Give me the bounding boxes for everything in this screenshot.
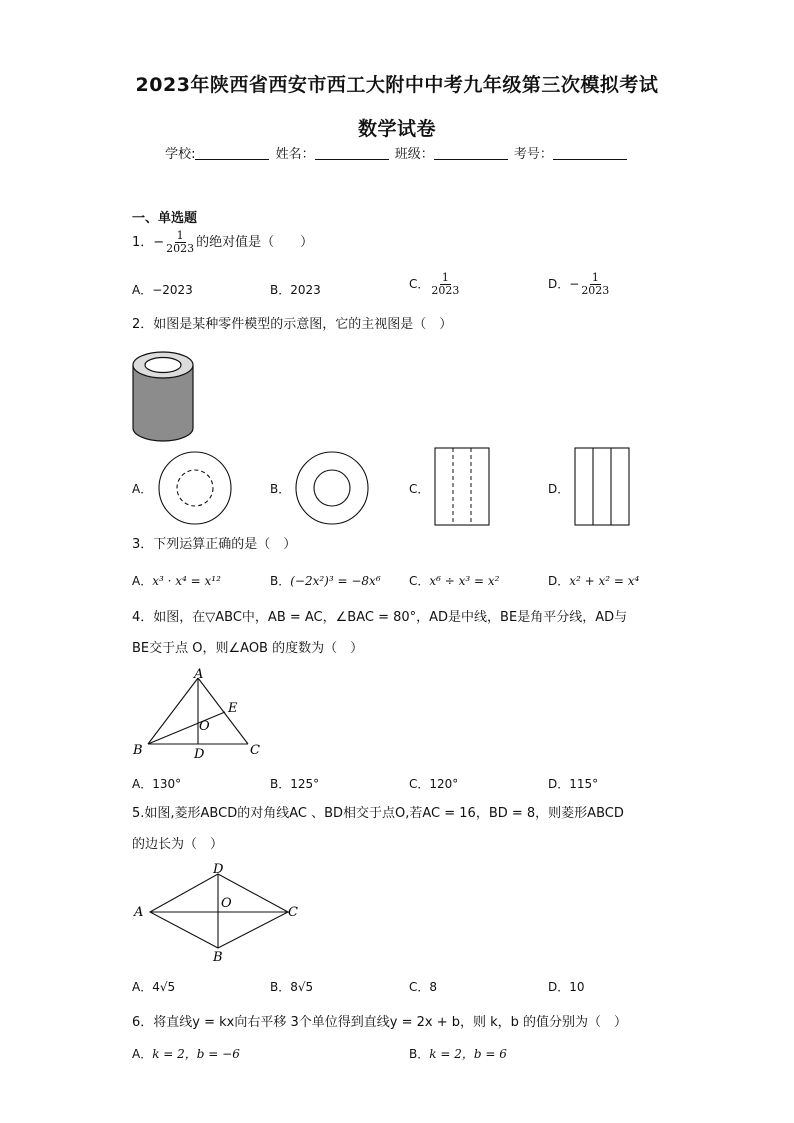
question-4-line1: 4．如图，在▽ABC中，AB = AC，∠BAC = 80°，AD是中线，BE是角平分线，AD与 — [132, 610, 628, 625]
name-blank — [315, 146, 389, 160]
option-fraction — [429, 272, 461, 297]
option-text: 4√5 — [152, 980, 176, 994]
frac-den: 2023 — [431, 284, 460, 297]
label-c: C — [288, 905, 298, 920]
q1-prefix: 1．− — [132, 235, 165, 250]
option-label: C． — [409, 980, 430, 994]
label-c: C — [250, 743, 260, 758]
id-label: 考号： — [513, 147, 553, 162]
option-text: 10 — [569, 980, 585, 994]
label-d: D — [213, 862, 224, 877]
q2-option-a-figure — [157, 450, 233, 526]
q1-fraction — [164, 230, 196, 255]
q2-option-d-label: D． — [548, 482, 570, 496]
option-label: D． — [548, 980, 570, 994]
q1-frac-num: 1 — [176, 229, 184, 242]
option-label: A． — [132, 777, 153, 791]
option-label: D． — [548, 277, 570, 291]
q3-option-d — [548, 572, 639, 589]
school-blank — [195, 146, 269, 160]
frac-num: 1 — [591, 271, 599, 284]
option-expr: (−2x²)³ = −8x⁶ — [290, 574, 381, 588]
frac-den: 2023 — [581, 284, 610, 297]
label-e: E — [228, 701, 238, 716]
name-label: 姓名： — [275, 147, 315, 162]
option-label: A． — [132, 574, 153, 588]
option-sign: − — [569, 277, 580, 291]
option-label: C． — [409, 574, 430, 588]
q5-option-d — [548, 978, 585, 995]
q2-option-b-label: B． — [270, 482, 291, 496]
option-expr: x⁶ ÷ x³ = x² — [429, 574, 500, 588]
option-fraction — [579, 272, 611, 297]
option-label: B． — [409, 1047, 430, 1061]
q2-cylinder-figure — [128, 340, 200, 446]
q1-option-c — [409, 272, 461, 297]
q2-option-b-figure — [294, 450, 370, 526]
option-label: B． — [270, 980, 291, 994]
label-b: B — [213, 950, 223, 965]
option-label: B． — [270, 777, 291, 791]
option-text: 125° — [290, 777, 320, 791]
option-label: C． — [409, 777, 430, 791]
q5-rhombus-figure — [128, 860, 308, 968]
q4-option-a — [132, 775, 181, 792]
q1-option-d — [548, 272, 611, 297]
label-d: D — [194, 747, 205, 762]
q4-option-d — [548, 775, 598, 792]
school-label: 学校: — [165, 147, 196, 162]
class-blank — [434, 146, 508, 160]
option-label: D． — [548, 777, 570, 791]
question-4-line2: BE交于点 O，则∠AOB 的度数为（ ） — [132, 641, 364, 656]
label-o: O — [221, 896, 232, 911]
option-text: k = 2，b = −6 — [152, 1047, 240, 1061]
option-label: D． — [548, 574, 570, 588]
option-text: 8 — [429, 980, 438, 994]
cylinder-hole — [145, 358, 181, 373]
question-1 — [132, 230, 313, 255]
option-label: A． — [132, 1047, 153, 1061]
q4-option-b — [270, 775, 319, 792]
q5-option-b — [270, 978, 313, 995]
section-heading: 一、单选题 — [132, 211, 198, 226]
label-a: A — [134, 905, 144, 920]
q2-option-c-label: C． — [409, 482, 430, 496]
q5-option-a — [132, 978, 175, 995]
label-o: O — [199, 719, 210, 734]
exam-title: 2023年陕西省西安市西工大附中中考九年级第三次模拟考试 — [135, 74, 659, 96]
q1-option-a — [132, 281, 193, 298]
frac-num: 1 — [441, 271, 449, 284]
option-text: −2023 — [152, 283, 193, 297]
q4-triangle-figure — [128, 668, 268, 763]
q1-option-b — [270, 281, 321, 298]
option-label: B． — [270, 283, 291, 297]
label-b: B — [133, 743, 143, 758]
label-a: A — [194, 668, 204, 682]
option-label: A． — [132, 283, 153, 297]
q3-option-a — [132, 572, 221, 589]
question-6: 6．将直线y = kx向右平移 3个单位得到直线y = 2x + b，则 k，b 的值分别为（ ） — [132, 1015, 628, 1030]
question-5-line1: 5.如图,菱形ABCD的对角线AC 、BD相交于点O,若AC = 16，BD = 8，则菱形ABCD — [132, 806, 624, 821]
option-text: k = 2，b = 6 — [429, 1047, 507, 1061]
q4-option-c — [409, 775, 458, 792]
q1-frac-den: 2023 — [166, 242, 195, 255]
q2-option-c-figure — [434, 447, 490, 527]
q3-option-b — [270, 572, 381, 589]
option-text: 130° — [152, 777, 182, 791]
option-label: B． — [270, 574, 291, 588]
q6-option-a — [132, 1045, 240, 1062]
student-info-line — [0, 143, 794, 162]
q6-option-b — [409, 1045, 507, 1062]
question-5-line2: 的边长为（ ） — [132, 837, 224, 852]
q1-suffix: 的绝对值是（ ） — [196, 235, 314, 250]
question-2: 2．如图是某种零件模型的示意图，它的主视图是（ ） — [132, 317, 453, 332]
option-text: 8√5 — [290, 980, 314, 994]
option-expr: x³ · x⁴ = x¹² — [152, 574, 221, 588]
q3-option-c — [409, 572, 500, 589]
option-expr: x² + x² = x⁴ — [569, 574, 640, 588]
question-3: 3．下列运算正确的是（ ） — [132, 537, 297, 552]
option-text: 2023 — [290, 283, 321, 297]
option-text: 115° — [569, 777, 599, 791]
class-label: 班级： — [394, 147, 434, 162]
q2-option-d-figure — [574, 447, 630, 527]
exam-subtitle: 数学试卷 — [357, 118, 436, 140]
option-label: C． — [409, 277, 430, 291]
q2-option-a-label: A． — [132, 482, 153, 496]
option-text: 120° — [429, 777, 459, 791]
q5-option-c — [409, 978, 437, 995]
option-label: A． — [132, 980, 153, 994]
id-blank — [553, 146, 627, 160]
